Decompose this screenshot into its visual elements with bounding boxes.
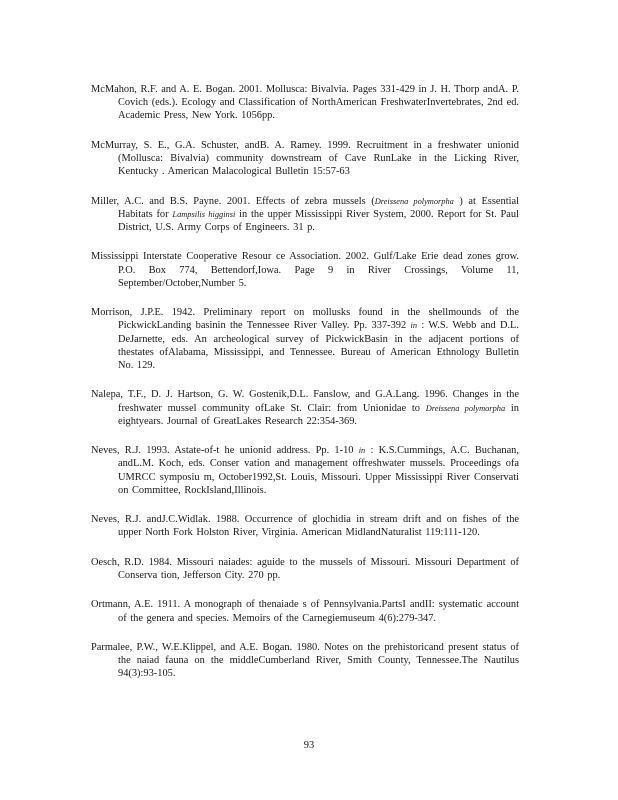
reference-oesch: [91, 556, 519, 582]
reference-text: in eightyears. Journal of GreatLakes Research 22:354-369.: [118, 402, 519, 427]
reference-text: Ortmann, A.E. 1911. A monograph of thenaiade s of Pennsylvania.PartsI andII: systematic account of the genera and species. Memoirs of the Carnegiemuseum 4(6):279-347.: [91, 599, 519, 624]
reference-text: Neves, R.J. andJ.C.Widlak. 1988. Occurrence of glochidia in stream drift and on fishes of the upper North Fork Holston River, Virginia. American MidlandNaturalist 119:111-120.: [91, 514, 519, 539]
reference-text: Neves, R.J. 1993. Astate-of-t he unionid address. Pp. 1-10: [91, 445, 359, 457]
species-name: Dreissena polymorpha: [425, 403, 506, 413]
reference-mcmurray: [91, 139, 519, 179]
reference-text: McMurray, S. E., G.A. Schuster, andB. A. Ramey. 1999. Recruitment in a freshwater unionid (Mollusca: Bivalvia) community downstream of Cave RunLake in the Licking River, Kentucky . American Malacological Bulletin 15:57-63: [91, 139, 519, 178]
italic-in: in: [358, 446, 366, 456]
reference-text: Nalepa, T.F., D. J. Hartson, G. W. Gostenik,D.L. Fanslow, and G.A.Lang. 1996. Changes in the freshwater mussel community ofLake St. Clair: from Unionidae to: [91, 389, 519, 414]
reference-text: Parmalee, P.W., W.E.Klippel, and A.E. Bogan. 1980. Notes on the prehistoricand present status of the naiad fauna on the middleCumberland River, Smith County, Tennessee.The Nautilus 94(3):93-105.: [91, 641, 519, 680]
reference-text: McMahon, R.F. and A. E. Bogan. 2001. Mollusca: Bivalvia. Pages 331-429 in J. H. Thorp andA. P. Covich (eds.). Ecology and Classification of NorthAmerican FreshwaterInvertebrates, 2nd ed. Academic Press, New York. 1056pp.: [91, 84, 519, 122]
reference-text: Oesch, R.D. 1984. Missouri naiades: aguide to the mussels of Missouri. Missouri Department of Conserva tion, Jefferson City. 270 pp.: [91, 556, 519, 581]
reference-mcmahon: [91, 83, 519, 123]
reference-text: Miller, A.C. and B.S. Payne. 2001. Effects of zebra mussels (: [91, 195, 375, 207]
reference-nalepa: [91, 388, 519, 428]
reference-parmalee: [91, 641, 519, 681]
species-name: Dreissena polymorpha: [374, 196, 454, 206]
references-list: [91, 83, 519, 697]
reference-text: Morrison, J.P.E. 1942. Preliminary report on mollusks found in the shellmounds of the PickwickLanding basinin the Tennessee River Valley. Pp. 337-392: [91, 307, 519, 332]
reference-morrison: [91, 306, 519, 372]
page-number: 93: [303, 740, 315, 751]
reference-neves-widlak: [91, 513, 519, 539]
reference-mississippi: [91, 250, 519, 290]
italic-in: in: [410, 321, 418, 331]
reference-text: Mississippi Interstate Cooperative Resour ce Association. 2002. Gulf/Lake Erie dead zones grow. P.O. Box 774, Bettendorf,Iowa. Page 9 in River Crossings, Volume 11, September/October,Number 5.: [91, 251, 519, 289]
reference-ortmann: [91, 598, 519, 624]
reference-miller: [91, 195, 519, 235]
reference-text: : W.S. Webb and D.L. DeJarnette, eds. An archeological survey of PickwickBasin in the adjacent portions of thestates ofAlabama, Mississippi, and Tennessee. Bureau of American Ethnology Bulletin No. 129.: [118, 320, 520, 371]
species-name: Lampsilis higginsi: [172, 209, 236, 219]
reference-text: ) at Essential Habitats for: [118, 195, 519, 220]
reference-text: : K.S.Cummings, A.C. Buchanan, andL.M. Koch, eds. Conser vation and management offreshwater mussels. Proceedings ofa UMRCC symposiu m, October1992,St. Louis, Missouri. Upper Mississippi River Conservati on Committee, RockIsland,Illinois.: [118, 445, 519, 496]
reference-neves-1993: [91, 444, 519, 497]
reference-text: in the upper Mississippi River System, 2000. Report for St. Paul District, U.S. Army Corps of Engineers. 31 p.: [118, 208, 519, 233]
